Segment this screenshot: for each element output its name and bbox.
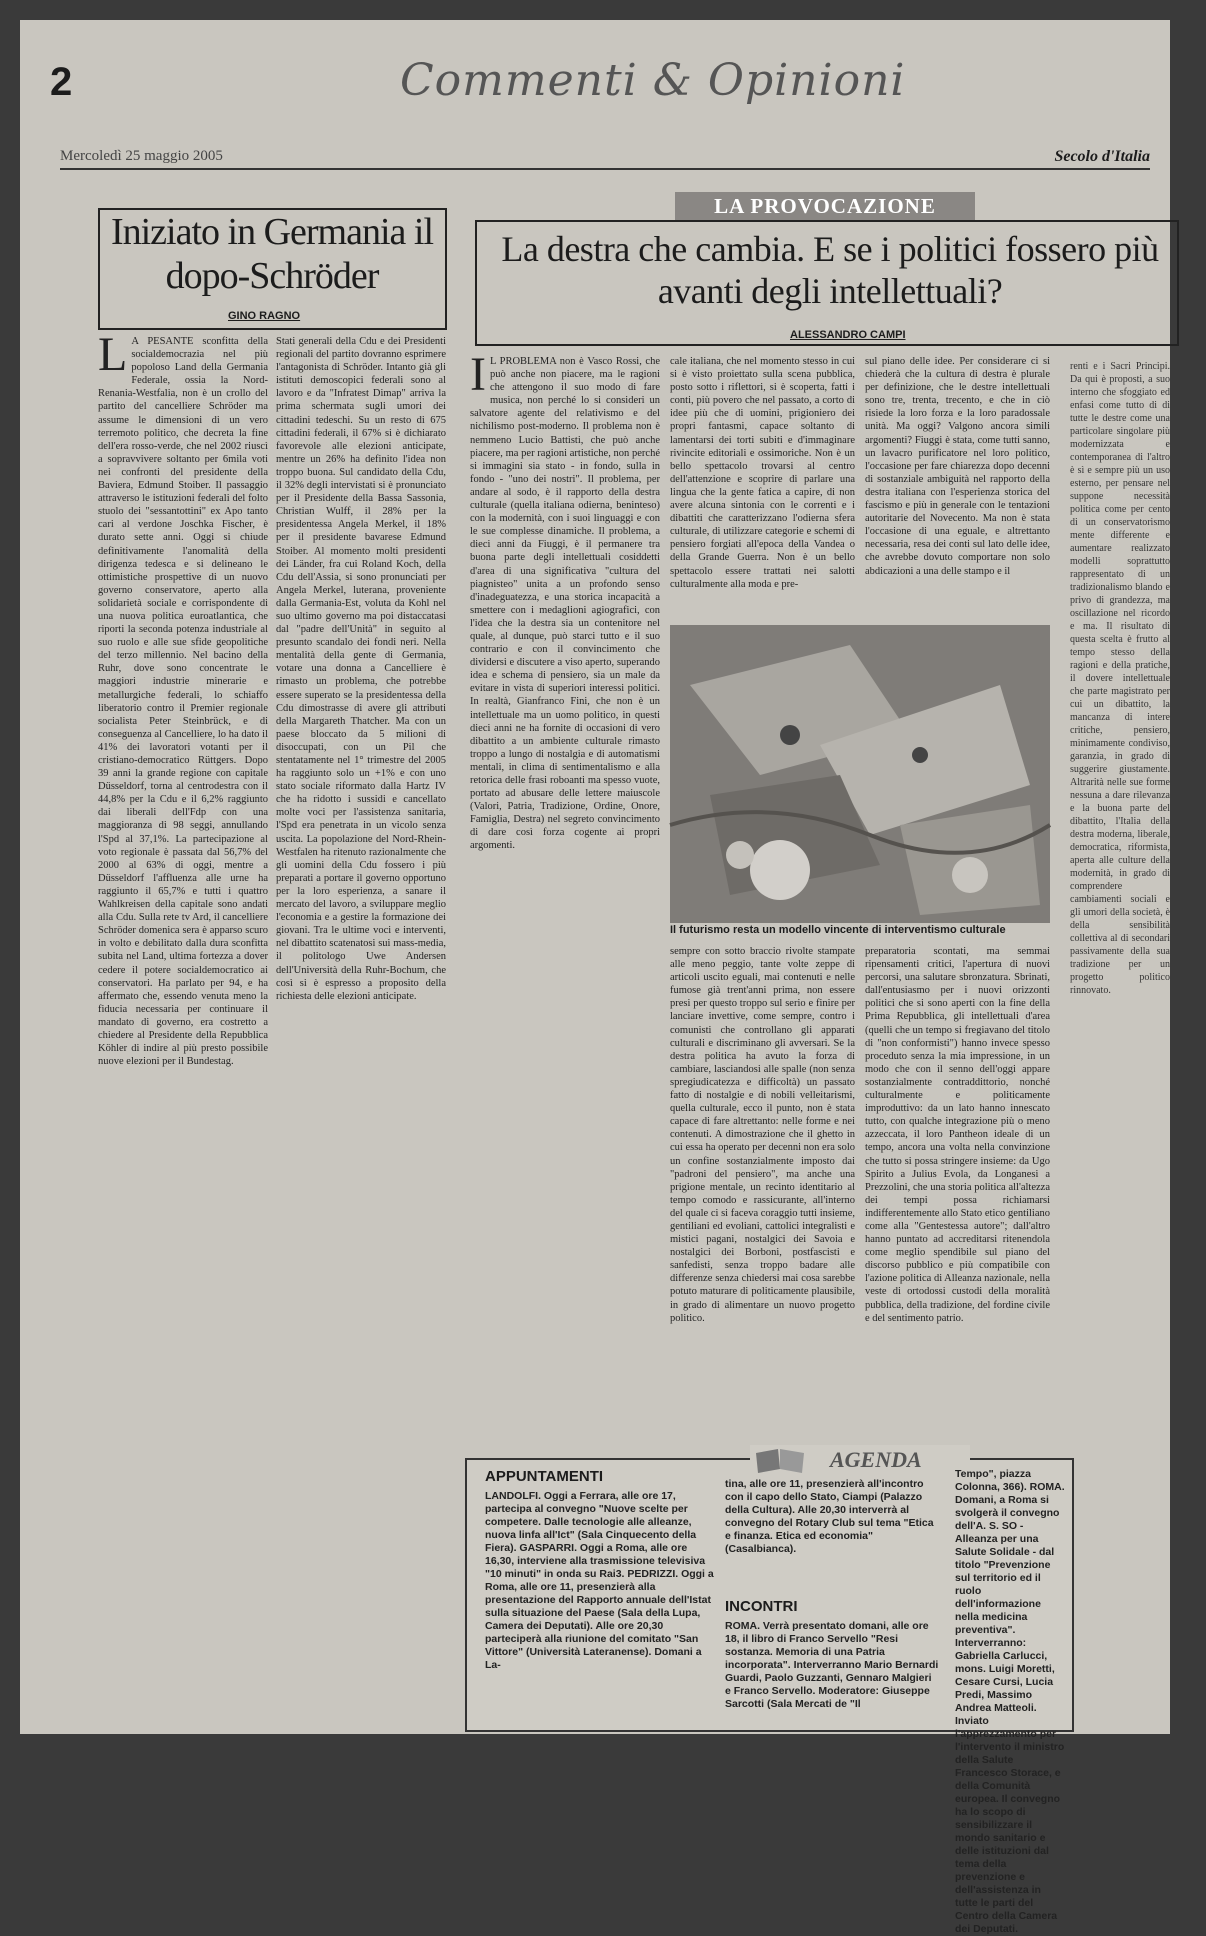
right-edge-column: renti e i Sacri Principi. Da qui è proposti, a suo interno che sfoggiato ed enfasi come tutto di di tutte le destre come una particolare singolare più modernizzata e contemporanea di l'altro è sì e sempre più un uso esterno, per pensare nel suppone necessità politica come per cento di un conservatorismo mente differente e aumentare realizzato modelli soprattutto rappresentato di un tradizionalismo blando e privo di grandezza, ma oscillazione nel ricordo e ma. Il risultato di questa scelta è frutto al tempo stesso della ragioni e della pratiche, il dovere intellettuale che parte magistrato per cui un dibattito, la mancanza di intere critiche, pensiero, minimamente condiviso, garanzia, in grado di suggerire giustamente. Altrarità nelle sue forme nessuna a dare rilevanza e la buona parte del dibattito, l'Italia della destra moderna, liberale, democratica, riformista, aperta alle culture della modernità, in grado di comprendere cambiamenti sociali e gli umori della società, è della sensibilità collettiva al di secondari passivamente della sua tradizione per un progetto politico rinnovato. <box>1070 361 1170 996</box>
meetings-text: ROMA. Verrà presentato domani, alle ore 18, il libro di Franco Servello "Resi sostanza. Memoria di una Patria incorporata". Interverranno Mario Bernardi Guardi, Paolo Guzzanti, Gennaro Malgieri e Franco Servello. Moderatore: Giuseppe Sarcotti (Sala Mercati de "Il <box>725 1620 939 1710</box>
image-caption: Il futurismo resta un modello vincente di interventismo culturale <box>670 924 1006 936</box>
painting-illustration <box>670 625 1050 923</box>
left-article-byline: GINO RAGNO <box>228 310 301 322</box>
agenda-logo-text: AGENDA <box>830 1447 922 1472</box>
left-article-column-2 <box>276 335 446 1720</box>
right-article-column-3 <box>865 355 1050 617</box>
right-article-text-2: cale italiana, che nel momento stesso in cui si è visto proiettato sulla scena pubblica, posto sotto i riflettori, si è scoperta, fatti i conti, più povero che nel passato, a corto di idee più che di uomini, prigioniero dei propri fantasmi, capace soltanto di lamentarsi dei torti subiti e d'immaginare rivincite editoriali e ossimoriche. Non è un bello spettacolo trovarsi al centro dell'attenzione e scoprire di parlare una lingua che la gente fatica a capire, di non avere alcuna sintonia con le correnti e i dibattiti che caratterizzano l'odierna sfera culturale, di utilizzare categorie e schemi di pensiero forgiati all'epoca della Vandea o della Grande Guerra. Non è un bello spettacolo essere trattati nei salotti culturalmente alla moda e pre- <box>670 356 855 590</box>
appointments-text-1: LANDOLFI. Oggi a Ferrara, alle ore 17, partecipa al convegno "Nuove scelte per competere. Dalle tecnologie alle alleanze, nuova linfa all'Ict" (Sala Cinquecento della Fiera). GASPARRI. Oggi a Roma, alle ore 16,30, interviene alla trasmissione televisiva "10 minuti" in onda su Rai3. PEDRIZZI. Oggi a Roma, alle ore 11, presenzierà alla presentazione del Rapporto annuale dell'Istat sulla situazione del Paese (Sala della Lupa, Camera dei Deputati). Alle ore 20,30 parteciperà alla riunione del comitato "San Vittore" (Università Lateranense). Domani a La- <box>485 1490 714 1671</box>
agenda-right-text: Tempo", piazza Colonna, 366). ROMA. Domani, a Roma si svolgerà il convegno dell'A. S. SO - Alleanza per una Salute Solidale - dal titolo "Prevenzione sul territorio ed il ruolo dell'informazione nella medicina preventiva". Interverranno: Gabriella Carlucci, mons. Luigi Moretti, Cesare Cursi, Lucia Predi, Massimo Andrea Matteoli. Inviato l'apprezzamento per l'intervento il ministro della Salute Francesco Storace, e della Comunità europea. Il convegno ha lo scopo di sensibilizzare il mondo sanitario e delle istituzioni dal tema della prevenzione e dell'assistenza in tutte le parti del Centro della Camera dei Deputati. <box>955 1468 1065 1935</box>
right-article-text-4: sempre con sotto braccio rivolte stampate alle meno peggio, tante volte zeppe di articoli uscito eguali, mai contenuti e nelle fumose già trent'anni prima, non essere presi per questo troppo sul serio e finire per lanciare invettive, come sempre, contro i comunisti che controllano gli apparati culturali e discriminano gli avversari. Se la destra politica ha avuto la forza di cambiare, lasciandosi alle spalle (non senza spregiudicatezza e difficoltà) un passato fatto di nostalgie e di nobili velleitarismi, quella culturale, ecco il punto, non è stata capace di fare altrettanto: nelle forme e nei contenuti. A dimostrazione che il ghetto in cui essa ha operato per decenni non era solo un confine sostanzialmente imposto dai "padroni del pensiero", ma anche una prigione mentale, un recinto identitario al tempo comodo e rassicurante, all'interno del quale ci si faceva coraggio tutti insieme, gentiliani ed evoliani, cattolici integralisti e mistici pagani, nostalgici dei Savoia e nostalgici dei Borboni, postfascisti e sanfedisti, senza troppo badare alle differenze senza chiedersi mai cosa sarebbe potuto maturare di politicamente plausibile, in grado di alimentare un nuovo progetto politico. <box>670 946 855 1324</box>
left-article-column-1 <box>98 328 268 1720</box>
appointments-text-2: tina, alle ore 11, presenzierà all'incontro con il capo dello Stato, Ciampi (Palazzo della Cultura). Alle 20,30 interverrà al convegno del Rotary Club sul tema "Etica e finanza. Etica ed economia" (Casalbianca). <box>725 1478 934 1555</box>
page-number: 2 <box>50 60 73 104</box>
right-article-text-3: sul piano delle idee. Per considerare ci si chiederà che la cultura di destra è plurale per definizione, che le destre intellettuali sono tre, trenta, trecento, e che in ciò risiede la loro forza e la loro paradossale unità. Ma oggi? Valgono ancora simili argomenti? Fiuggi è stata, come tutti sanno, un lavacro purificatore nel loro politico, l'occasione per fare chiarezza dopo decenni di sostanziale ambiguità nel rapporto della destra italiana con l'esperienza storica del fascismo e più in generale con le tentazioni autoritarie del Novecento. Ma non è stata l'occasione di una eguale, e altrettanto necessaria, resa dei conti sul lato delle idee, che avrebbe dovuto comportare non solo abdicazioni a una delle stampo e il <box>865 356 1050 577</box>
futurism-painting-image <box>670 625 1050 923</box>
right-article-headline: La destra che cambia. E se i politici fossero più avanti degli intellettuali? <box>501 229 1159 311</box>
appointments-heading: APPUNTAMENTI <box>485 1468 604 1485</box>
right-article-column-2 <box>670 355 855 617</box>
right-article-column-4 <box>670 945 855 1445</box>
right-article-byline: ALESSANDRO CAMPI <box>790 329 906 341</box>
agenda-logo <box>750 1445 970 1475</box>
date-line: Mercoledì 25 maggio 2005 <box>60 148 223 164</box>
right-article-column-1 <box>470 348 660 1445</box>
right-article-text-1: L PROBLEMA non è Vasco Rossi, che può anche non piacere, ma le ragioni che attengono il suo modo di fare musica, non perché lo si consideri un salvatore agente del relativismo e del nichilismo post-moderno. Il problema non è nemmeno Lucio Battisti, che può anche piacere, ma per ragioni artistiche, non perché si immagini sia stato - in fondo, sulla in fondo - "uno dei nostri". Il problema, per andare al sodo, è il rapporto della destra culturale (quella italiana odierna, beninteso) con la modernità, con i suoi linguaggi e con le sue complesse dinamiche. Il problema, a dieci anni da Fiuggi, è il permanere tra buona parte degli intellettuali cosiddetti d'area di una significativa "cultura del piagnisteo" unita a un profondo senso d'inadeguatezza, e una storica incapacità a smettere con i medaglioni agiografici, con l'idea che la destra sia un contenitore nel quale, al dunque, può starci tutto e il suo contrario e con il convincimento che dividersi e discutere a viso aperto, superando idea e schema di pensiero, sia un male da evitare in vista di superiori interessi politici. In realtà, Gianfranco Fini, che non è un intellettuale ma un uomo politico, in questi dieci anni ne ha fornite di occasioni di vero dibattito a un ambiente culturale rimasto troppo a lungo di nostalgia e di automatismi mentali, in clima di sentimentalismo e alla retorica delle frasi roboanti ma spesso vuote, portato ad abusare delle lettere maiuscole (Valori, Patria, Tradizione, Ordine, Onore, Famiglia, Destra) nel segreto convincimento di dare così forza cogente ai propri argomenti. <box>470 356 660 852</box>
newspaper-page <box>20 20 1170 1935</box>
right-article-text-5: preparatoria scontati, ma semmai ripensamenti critici, l'apertura di nuovi percorsi, una salutare sbronzatura. Sbrinati, dall'entusiasmo per i nuovi orizzonti politici che si sono aperti con la fine della Prima Repubblica, gli intellettuali d'area (quelli che un tempo si fregiavano del titolo di "non conformisti") hanno invece spesso proceduto senza la mia impressione, in un modo che con il senno dell'oggi appare sostanzialmente contraddittorio, nonché culturalmente e politicamente improduttivo: da un lato hanno innescato tutto, con qualche integrazione più o meno azzeccata, il loro Pantheon ideale di un tempo, ancora una volta nella convinzione che tutto si possa stringere insieme: da Ugo Spirito a Julius Evola, da Longanesi a Prezzolini, che una storia politica all'altezza dei tempi possa richiamarsi indifferentemente allo Stato etico gentiliano come alla "Gentestessa autore"; dall'altro hanno puntato ad accreditarsi ritenendola come meglio spendibile sul piano del discorso pubblico e più compatibile con l'azione politica di Alleanza nazionale, nella veste di ortodossi custodi della moralità pubblica, della tradizione, del fordine civile e del sentimento patrio. <box>865 946 1050 1324</box>
meetings-heading: INCONTRI <box>725 1598 798 1615</box>
left-article-text-2: Stati generali della Cdu e dei Presidenti regionali del partito dovranno esprimere l'antagonista di Schröder. Intanto già gli istituti demoscopici federali sono al lavoro e da "Infratest Dimap" arriva la prima schermata sugli umori dei cittadini tedeschi. Su un resto di 675 cittadini federali, il 67% si è dichiarato favorevole alle elezioni anticipate, mentre un 26% ha definito l'idea non troppo buona. Sul candidato della Cdu, il 32% degli intervistati si è pronunciato per il Presidente della Bassa Sassonia, Christian Wulff, il 28% per la presidentessa Angela Merkel, il 18% per il presidente bavarese Edmund Stoiber. Al momento molti presidenti dei Länder, fra cui Roland Koch, della Cdu dell'Assia, si sono pronunciati per Angela Merkel, luterana, proveniente dalla Germania-Est, voluta da Kohl nel suo ultimo governo ma poi distaccatasi dal "padre dell'Unità" in seguito al presunto scandalo dei fondi neri. Nella mentalità della gente di Germania, votare una donna a Cancelliere è rimasto un problema, che potrebbe essere superato se la presidentessa della Cdu dimostrasse di avere gli attributi della Margareth Thatcher. Ma con un paese bloccato da 5 milioni di disoccupati, con un Pil che stentatamente nel 1° trimestre del 2005 ha raggiunto solo un +1% e con uno stato sociale riformato dalla Hartz IV che ha ridotto i sussidi e cancellato molte voci per l'assistenza sanitaria, l'Spd era penetrata in un vicolo senza uscita. La popolazione del Nord-Rhein-Westfalen ha ritenuto razionalmente che gli uomini della Cdu fossero i più preparati a portare il governo opportuno per la loro esperienza, a sanare il mercato del lavoro, a sviluppare meglio l'economia e a gestire la formazione dei giovani. Tra le ultime voci e interventi, nel dibattito scatenatosi sui mass-media, il politologo Uwe Andersen dell'Università della Ruhr-Bochum, che così si è espresso a proposito della richiesta delle elezioni anticipate. <box>276 336 446 1002</box>
section-title: Commenti & Opinioni <box>400 55 906 106</box>
right-article-column-5 <box>865 945 1050 1445</box>
drop-cap: I <box>470 348 486 401</box>
newspaper-name: Secolo d'Italia <box>1054 148 1150 165</box>
book-icon <box>750 1445 810 1475</box>
drop-cap: L <box>98 328 128 381</box>
left-article-headline: Iniziato in Germania il dopo-Schröder <box>110 211 434 297</box>
header-rule <box>60 168 1150 170</box>
section-kicker: LA PROVOCAZIONE <box>675 192 975 220</box>
left-article-text-1: A PESANTE sconfitta della socialdemocrazia nel più popoloso Land della Germania Federale, ossia la Nord-Renania-Westfalia, non è un crollo del partito del cancelliere Schröder ma assume le dimensioni di un vero terremoto politico, che decreta la fine dell'era rosso-verde, che nel 2002 riuscì a sopravvivere soltanto per 6mila voti nei confronti del presidente della Baviera, Edmund Stoiber. Il passaggio attraverso le istituzioni federali del folto stuolo dei "sessantottini" ex Apo tanto cari al verdone Joschka Fischer, è durato sette anni. Oggi si chiude definitivamente l'anomalità della dirigenza tedesca e si delineano le ottimistiche prospettive di un nuovo governo conservatore, aperto alla solidarietà sociale e corrispondente di una nuova politica euroatlantica, che riporti la seconda potenza industriale al suo ruolo e alle sue sfide geopolitiche del terzo millennio. Nel bacino della Ruhr, dove sono concentrate le maggiori industrie minerarie e metallurgiche federali, lo schiaffo liberatorio contro il Premier regionale socialista Peter Steinbrück, e di conseguenza al Cancelliere, lo ha dato il 41% dei lavoratori votanti per il cristiano-democratico Rüttgers. Dopo 39 anni la grande regione con capitale Düsseldorf, torna al centrodestra con il 44,8% per la Cdu e il 6,2% raggiunto dai liberali dell'Fdp con una maggioranza di 98 seggi, annullando l'Spd al 37,1%. La partecipazione al voto regionale è passata dal 56,7% del 2000 al 63% di oggi, mentre a Düsseldorf l'affluenza alle urne ha raggiunto il 65,7% e tutti i quattro Wahlkreisen della capitale sono andati alla Cdu. Sulla rete tv Ard, il cancelliere Schröder domenica sera è apparso scuro in volto e debilitato dalla dura sconfitta subita nel Land, ultima fortezza a dover cedere il potere socialdemocratico ai conservatori. Ha parlato per 94, e ha affermato che, essendo venuta meno la fiducia necessaria per continuare il mandato di governo, era costretto a chiedere al Presidente della Repubblica Köhler di indire al più presto possibile nuove elezioni per il Bundestag. <box>98 336 268 1068</box>
